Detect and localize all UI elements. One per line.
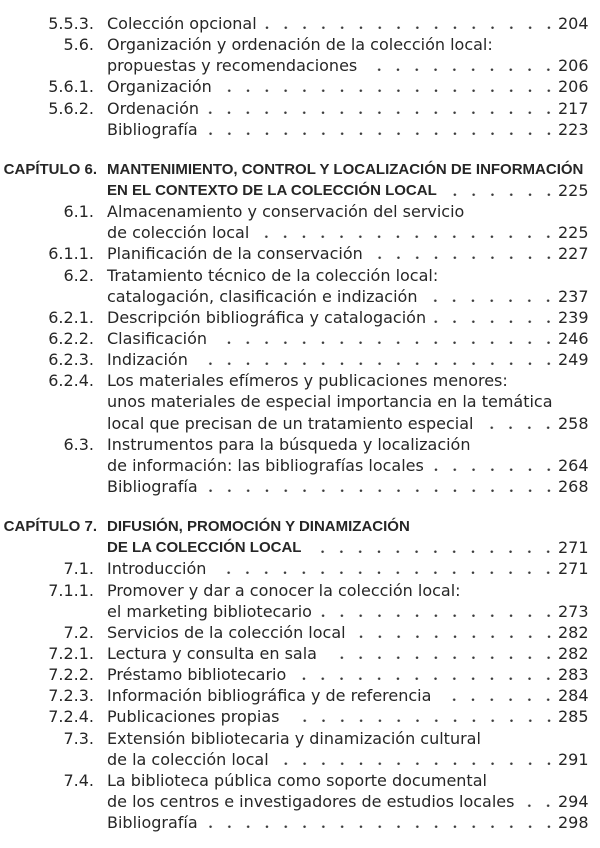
entry-text <box>107 328 588 349</box>
section-number: 6.2.1. <box>48 307 94 327</box>
toc-entry <box>0 243 600 264</box>
section-number: 6.1. <box>63 202 94 222</box>
toc-entry-line <box>0 307 600 328</box>
section-number: 6.2.3. <box>48 350 94 370</box>
toc-entry <box>0 370 600 433</box>
chapter-label: CAPÍTULO 6. <box>3 160 97 178</box>
toc-entry <box>0 770 600 812</box>
chapter-heading <box>0 516 600 558</box>
section-number: 7.1. <box>63 559 94 579</box>
toc-entry-line <box>0 201 600 222</box>
entry-text <box>107 770 588 791</box>
chapter-title: MANTENIMIENTO, CONTROL Y LOCALIZACIÓN DE INFORMACIÓN <box>107 160 584 178</box>
toc-entry-line <box>0 622 600 643</box>
page-number: 239 <box>558 307 589 327</box>
dot-leader <box>249 222 558 243</box>
entry-title: Préstamo bibliotecario <box>107 665 287 685</box>
section-number: 6.2.4. <box>48 371 94 391</box>
section-number: 7.2.2. <box>48 665 94 685</box>
entry-text <box>107 391 588 412</box>
page-number: 294 <box>558 791 589 811</box>
dot-leader <box>312 601 558 622</box>
entry-title: catalogación, clasificación e indización <box>107 286 418 306</box>
page-number: 249 <box>558 350 589 370</box>
toc-entry <box>0 706 600 727</box>
page-number: 237 <box>558 286 589 306</box>
section-number: 6.2.2. <box>48 328 94 348</box>
entry-title: Introducción <box>107 559 207 579</box>
dot-leader <box>269 749 558 770</box>
page-number: 225 <box>558 223 589 243</box>
toc-entry-line <box>0 812 600 833</box>
dot-leader <box>257 13 558 34</box>
toc-entry-line <box>0 455 600 476</box>
page-number: 271 <box>558 559 589 579</box>
entry-text <box>107 749 588 770</box>
toc-entry-line <box>0 770 600 791</box>
entry-title: Descripción bibliográfica y catalogación <box>107 307 427 327</box>
entry-title: Extensión bibliotecaria y dinamización cultural <box>107 728 481 748</box>
page-number: 283 <box>558 665 589 685</box>
dot-leader <box>280 706 558 727</box>
entry-text <box>107 159 588 180</box>
toc-entry <box>0 307 600 328</box>
toc-entry <box>0 434 600 476</box>
entry-text <box>107 643 588 664</box>
page-number: 273 <box>558 601 589 621</box>
entry-title: Los materiales efímeros y publicaciones menores: <box>107 371 508 391</box>
page-number: 206 <box>558 56 589 76</box>
entry-text <box>107 201 588 222</box>
entry-text <box>107 580 588 601</box>
dot-leader <box>198 476 558 497</box>
section-number: 7.1.1. <box>48 580 94 600</box>
chapter-label: CAPÍTULO 7. <box>3 518 97 536</box>
chapter-heading-line <box>0 180 600 201</box>
chapter-heading-line <box>0 516 600 537</box>
toc-entry <box>0 13 600 34</box>
page-number: 258 <box>558 413 589 433</box>
entry-title: de colección local <box>107 223 250 243</box>
page-number: 204 <box>558 14 589 33</box>
chapter-group <box>0 516 600 833</box>
entry-title: Tratamiento técnico de la colección local: <box>107 265 439 285</box>
toc-entry <box>0 643 600 664</box>
toc-entry-line <box>0 328 600 349</box>
page-number: 217 <box>558 98 589 118</box>
toc-entry-line <box>0 55 600 76</box>
entry-title: Organización y ordenación de la colección local: <box>107 35 493 55</box>
entry-title: el marketing bibliotecario <box>107 601 312 621</box>
section-number: 6.3. <box>63 434 94 454</box>
entry-text <box>107 55 588 76</box>
dot-leader <box>357 55 558 76</box>
section-number: 5.6. <box>63 35 94 55</box>
entry-title: de información: las bibliografías locales <box>107 455 424 475</box>
section-number: 7.2.1. <box>48 643 94 663</box>
entry-text <box>107 243 588 264</box>
page-number: 284 <box>558 686 589 706</box>
toc-entry-line <box>0 558 600 579</box>
chapter-title: EN EL CONTEXTO DE LA COLECCIÓN LOCAL <box>107 181 437 199</box>
entry-text <box>107 601 588 622</box>
chapter-heading-line <box>0 159 600 180</box>
entry-title: Colección opcional <box>107 14 257 33</box>
section-number: 5.6.1. <box>48 77 94 97</box>
entry-title: Información bibliográfica y de referencia <box>107 686 432 706</box>
toc-entry-line <box>0 370 600 391</box>
toc-entry-line <box>0 413 600 434</box>
toc-entry-line <box>0 706 600 727</box>
entry-title: Ordenación <box>107 98 200 118</box>
section-number: 7.4. <box>63 770 94 790</box>
entry-text <box>107 791 588 812</box>
dot-leader <box>437 180 558 201</box>
chapter-title: DIFUSIÓN, PROMOCIÓN Y DINAMIZACIÓN <box>107 518 410 536</box>
entry-title: Organización <box>107 77 212 97</box>
entry-text <box>107 537 588 558</box>
page-number: 271 <box>558 538 589 558</box>
entry-text <box>107 455 588 476</box>
toc-entry-line <box>0 601 600 622</box>
entry-title: La biblioteca pública como soporte documental <box>107 770 487 790</box>
toc-entry <box>0 328 600 349</box>
entry-text <box>107 664 588 685</box>
section-group <box>0 13 600 140</box>
entry-text <box>107 76 588 97</box>
dot-leader <box>286 664 558 685</box>
page-number: 282 <box>558 643 589 663</box>
entry-title: Bibliografía <box>107 119 198 139</box>
toc-entry-line <box>0 685 600 706</box>
dot-leader <box>514 791 558 812</box>
toc-entry <box>0 664 600 685</box>
entry-title: Planificación de la conservación <box>107 244 363 264</box>
section-number: 6.1.1. <box>48 244 94 264</box>
entry-text <box>107 516 588 537</box>
page-number: 285 <box>558 707 589 727</box>
page-number: 227 <box>558 244 589 264</box>
entry-text <box>107 812 588 833</box>
section-number: 6.2. <box>63 265 94 285</box>
entry-text <box>107 307 588 328</box>
page-number: 225 <box>558 180 589 200</box>
entry-title: Indización <box>107 350 188 370</box>
toc-entry-line <box>0 643 600 664</box>
entry-title: unos materiales de especial importancia en la temática <box>107 392 553 412</box>
chapter-heading-line <box>0 537 600 558</box>
toc-entry <box>0 265 600 307</box>
entry-title: Publicaciones propias <box>107 707 280 727</box>
entry-text <box>107 222 588 243</box>
toc-entry-line <box>0 119 600 140</box>
toc-entry <box>0 685 600 706</box>
section-number: 7.2.4. <box>48 707 94 727</box>
dot-leader <box>363 243 558 264</box>
dot-leader <box>426 307 558 328</box>
entry-text <box>107 413 588 434</box>
chapter-group <box>0 159 600 497</box>
entry-text <box>107 286 588 307</box>
page-number: 282 <box>558 622 589 642</box>
entry-title: Servicios de la colección local <box>107 622 346 642</box>
dot-leader <box>212 76 558 97</box>
entry-title: de la colección local <box>107 749 269 769</box>
toc-entry <box>0 580 600 622</box>
entry-title: Instrumentos para la búsqueda y localización <box>107 434 471 454</box>
toc-entry-line <box>0 476 600 497</box>
toc-entry-line <box>0 98 600 119</box>
dot-leader <box>417 286 558 307</box>
chapter-heading <box>0 159 600 201</box>
dot-leader <box>198 119 558 140</box>
entry-text <box>107 370 588 391</box>
entry-text <box>107 98 588 119</box>
entry-title: local que precisan de un tratamiento especial <box>107 413 474 433</box>
entry-title: Lectura y consulta en sala <box>107 643 317 663</box>
toc-entry <box>0 34 600 76</box>
chapter-title: DE LA COLECCIÓN LOCAL <box>107 539 302 557</box>
entry-text <box>107 265 588 286</box>
dot-leader <box>198 812 558 833</box>
toc-entry-line <box>0 728 600 749</box>
page-number: 223 <box>558 119 589 139</box>
toc-entry-line <box>0 34 600 55</box>
entry-title: Bibliografía <box>107 813 198 833</box>
entry-text <box>107 119 588 140</box>
page-number: 206 <box>558 77 589 97</box>
entry-text <box>107 349 588 370</box>
entry-title: Promover y dar a conocer la colección local: <box>107 580 461 600</box>
entry-text <box>107 728 588 749</box>
dot-leader <box>317 643 558 664</box>
page-number: 268 <box>558 476 589 496</box>
toc-entry-line <box>0 434 600 455</box>
section-number: 5.6.2. <box>48 98 94 118</box>
page-number: 291 <box>558 749 589 769</box>
toc-entry-line <box>0 13 600 34</box>
page-number: 298 <box>558 813 589 833</box>
entry-text <box>107 34 588 55</box>
toc-entry-line <box>0 243 600 264</box>
toc-entry-line <box>0 391 600 412</box>
toc-entry <box>0 622 600 643</box>
page-number: 264 <box>558 455 589 475</box>
dot-leader <box>207 328 558 349</box>
section-number: 7.3. <box>63 728 94 748</box>
toc-entry <box>0 558 600 579</box>
section-number: 5.5.3. <box>48 14 94 33</box>
dot-leader <box>206 558 558 579</box>
entry-title: de los centros e investigadores de estudios locales <box>107 791 515 811</box>
entry-text <box>107 706 588 727</box>
toc-entry-line <box>0 349 600 370</box>
entry-title: Bibliografía <box>107 476 198 496</box>
toc-entry <box>0 201 600 243</box>
toc-entry-line <box>0 286 600 307</box>
toc-entry-line <box>0 580 600 601</box>
table-of-contents <box>0 13 600 833</box>
entry-text <box>107 558 588 579</box>
toc-entry <box>0 728 600 770</box>
entry-text <box>107 685 588 706</box>
toc-entry-line <box>0 749 600 770</box>
dot-leader <box>346 622 558 643</box>
toc-entry <box>0 476 600 497</box>
entry-title: Almacenamiento y conservación del servicio <box>107 202 465 222</box>
dot-leader <box>424 455 558 476</box>
page-number: 246 <box>558 328 589 348</box>
entry-title: propuestas y recomendaciones <box>107 56 358 76</box>
dot-leader <box>188 349 558 370</box>
toc-entry <box>0 76 600 97</box>
entry-text <box>107 476 588 497</box>
toc-entry-line <box>0 791 600 812</box>
dot-leader <box>431 685 558 706</box>
toc-entry-line <box>0 76 600 97</box>
section-number: 7.2. <box>63 622 94 642</box>
dot-leader <box>301 537 558 558</box>
toc-entry-line <box>0 222 600 243</box>
dot-leader <box>473 413 558 434</box>
entry-title: Clasificación <box>107 328 208 348</box>
dot-leader <box>199 98 558 119</box>
toc-entry <box>0 98 600 119</box>
entry-text <box>107 622 588 643</box>
toc-entry <box>0 349 600 370</box>
entry-text <box>107 180 588 201</box>
toc-entry <box>0 812 600 833</box>
toc-entry-line <box>0 664 600 685</box>
entry-text <box>107 434 588 455</box>
toc-entry <box>0 119 600 140</box>
section-number: 7.2.3. <box>48 686 94 706</box>
toc-entry-line <box>0 265 600 286</box>
entry-text <box>107 13 588 34</box>
